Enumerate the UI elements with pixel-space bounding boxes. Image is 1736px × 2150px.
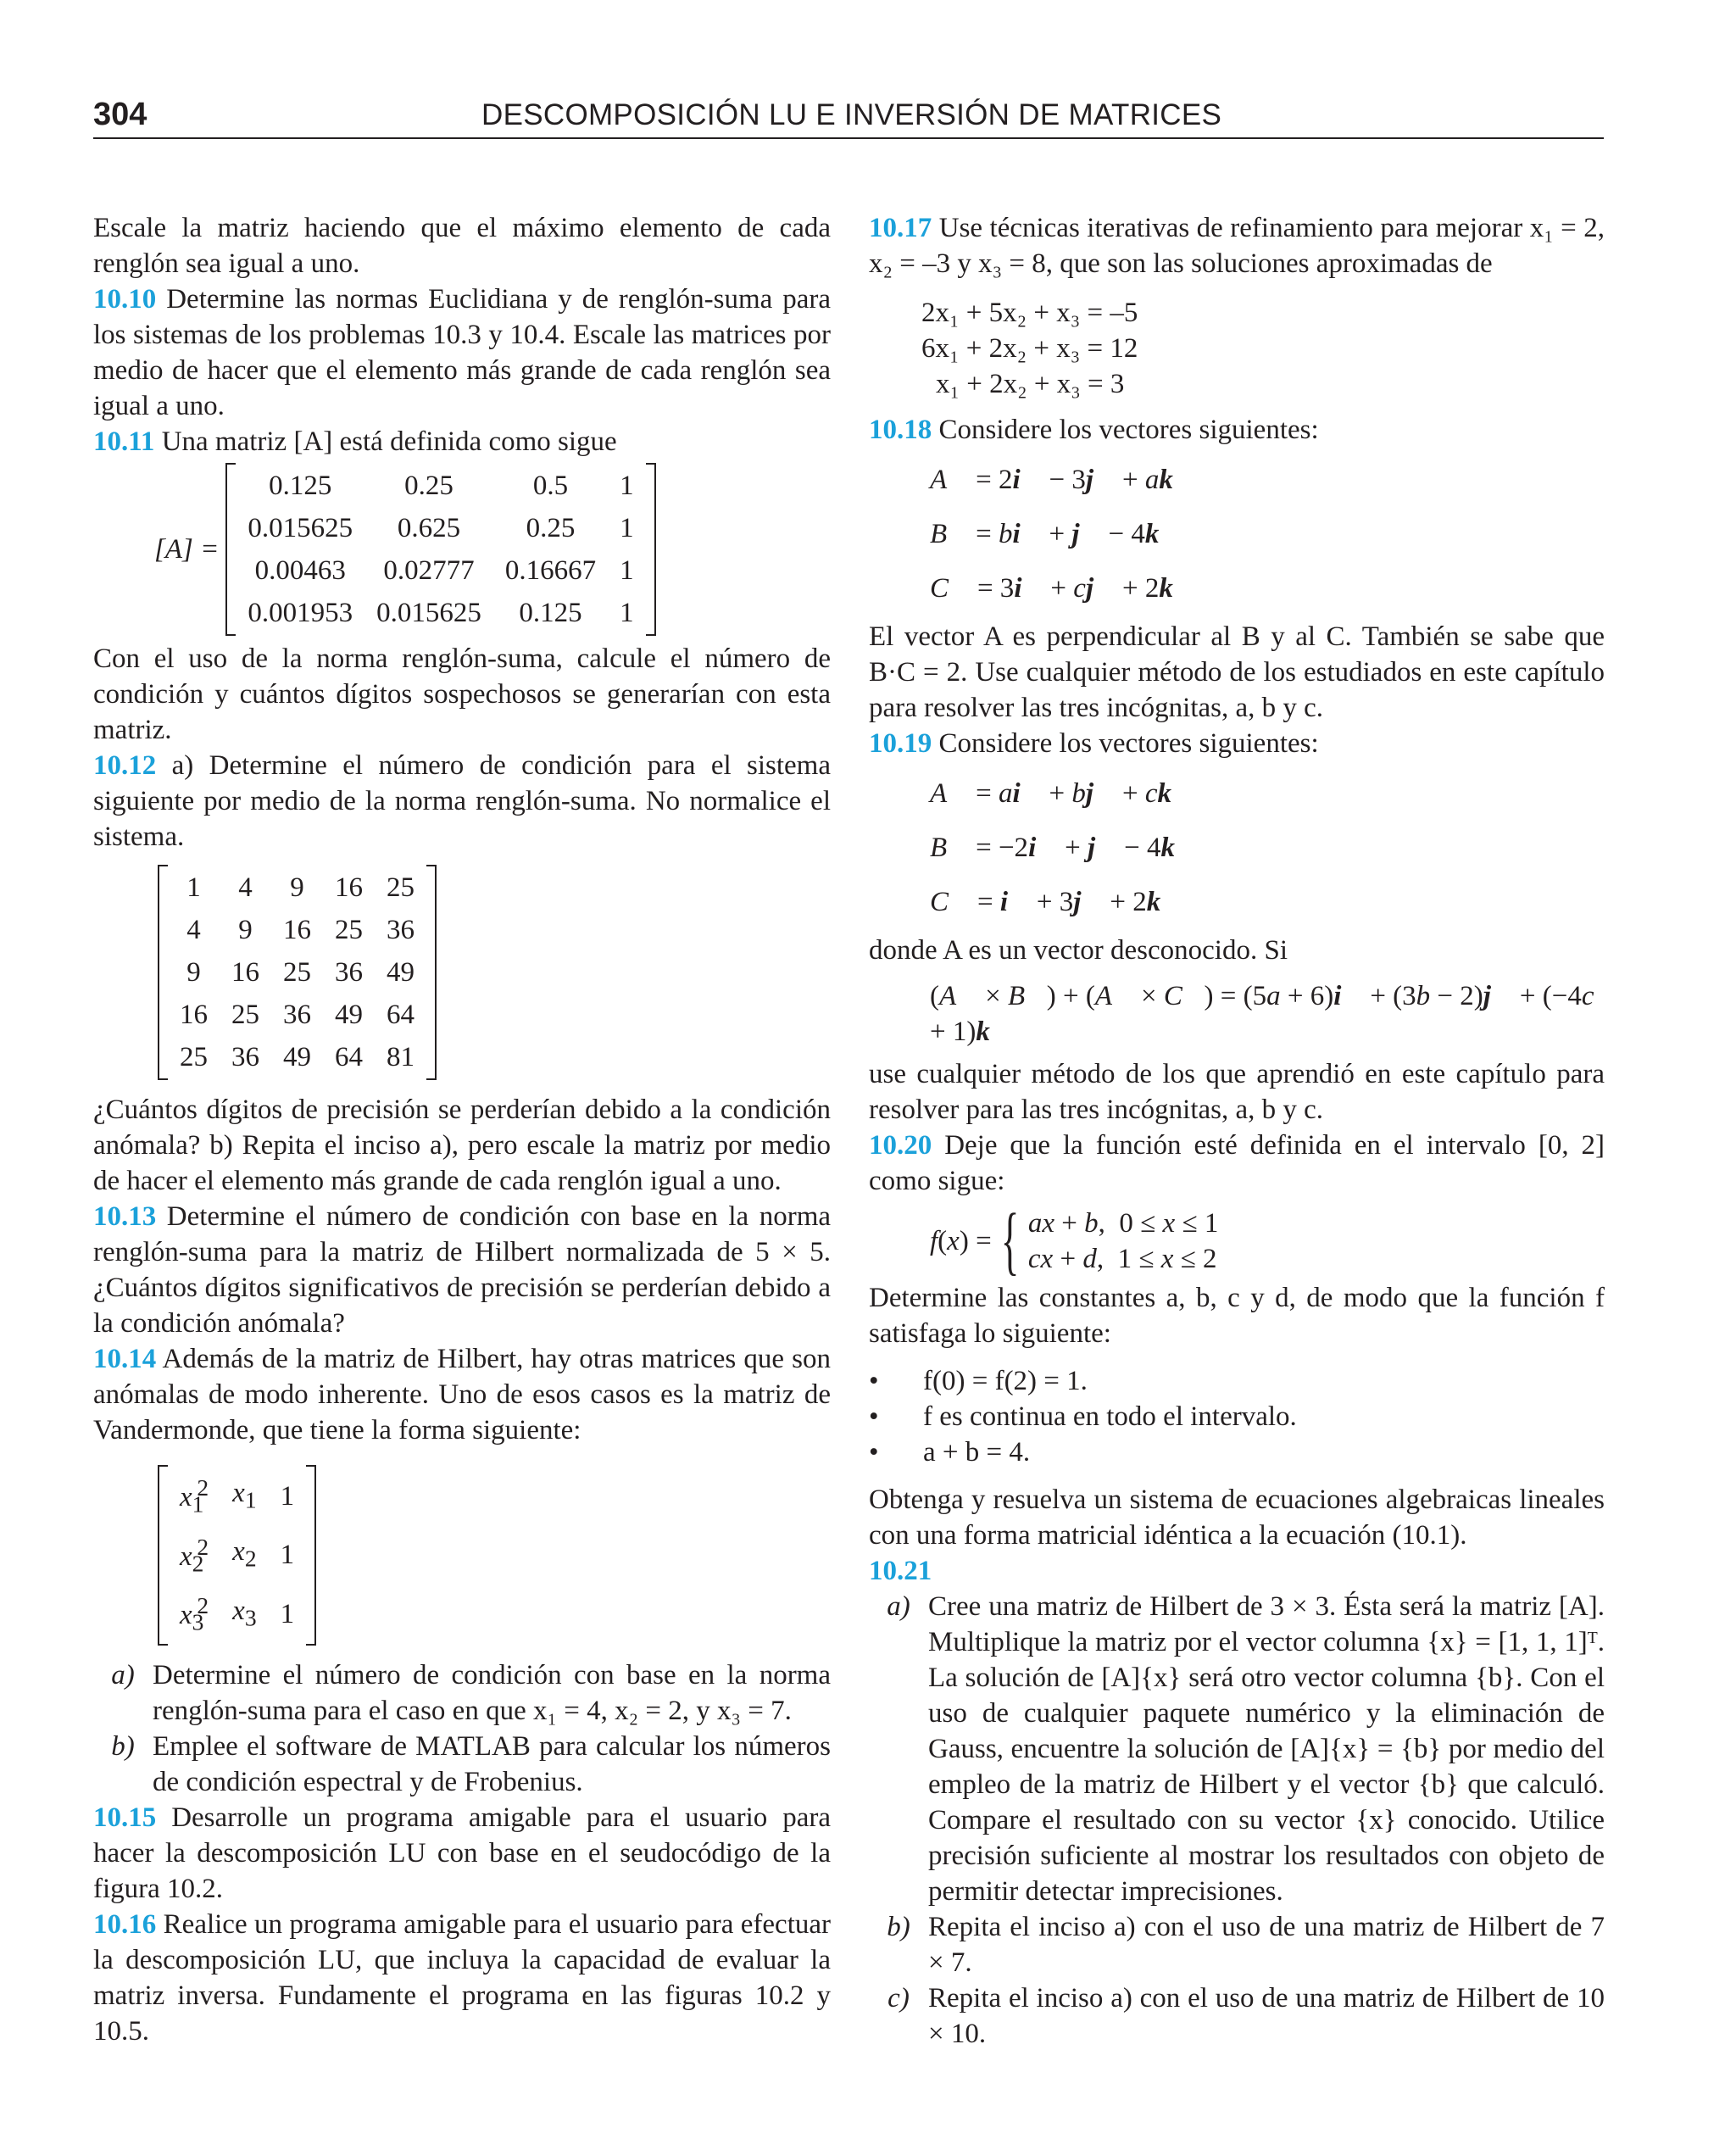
item-text: a + b = 4.: [923, 1437, 1031, 1468]
problem-text: Realice un programa amigable para el usuario para efectuar la descomposición LU, que incluya la capacidad de evaluar la matriz inversa. Fundamente el programa en las figuras 10.2 y 10.5.: [93, 1908, 831, 2047]
item-text: Emplee el software de MATLAB para calcular los números de condición espectral y de Frobenius.: [153, 1730, 831, 1797]
problem-10-12-after: ¿Cuántos dígitos de precisión se perderían debido a la condición anómala? b) Repita el inciso a), pero escale la matriz por medio de hacer el elemento más grande de cada renglón igual a uno.: [93, 1094, 831, 1196]
vector-C-equation: C⃗ = i⃗ + 3j⃗ + 2k⃗: [930, 887, 1182, 917]
intro-text: Escale la matriz haciendo que el máximo elemento de cada renglón sea igual a uno.: [93, 213, 831, 279]
problem-number: 10.21: [869, 1556, 932, 1586]
vector-B-equation: B⃗ = bi⃗ + j⃗ − 4k⃗: [930, 519, 1182, 549]
matrix-cell: 1: [620, 555, 634, 586]
brace: {: [1000, 1199, 1020, 1283]
matrix-cell: 1: [620, 513, 634, 543]
matrix-cell: 0.015625: [376, 598, 481, 628]
matrix-cell: 25: [335, 915, 363, 945]
problem-10-19: [869, 726, 1605, 761]
matrix-cell: 49: [335, 1000, 363, 1030]
header-rule: [93, 137, 1604, 139]
matrix-10-12: [158, 865, 437, 1080]
matrix-cell: 25: [283, 957, 311, 988]
equation: 6x₁ + 2x₂ + x₃ = 12: [921, 333, 1138, 364]
problem-text: Desarrolle un programa amigable para el usuario para hacer la descomposición LU con base en el seudocódigo de la figura 10.2.: [93, 1802, 832, 1904]
item-text: f(0) = f(2) = 1.: [923, 1366, 1088, 1396]
item-label: a): [111, 1659, 135, 1690]
item-label: c): [887, 1983, 910, 2014]
list-item: [869, 1980, 1605, 2052]
problem-10-18-after: El vector A es perpendicular al B y al C. También se sabe que B·C = 2. Use cualquier método de los estudiados en este capítulo para resolver las tres incógnitas, a, b y c.: [869, 621, 1605, 723]
matrix-cell: 4: [186, 915, 201, 945]
list-item: [869, 1589, 1605, 1909]
matrix-A: [225, 463, 655, 636]
matrix-cell: 0.5: [532, 471, 569, 501]
problem-number: 10.16: [93, 1908, 157, 1940]
problem-text: Además de la matriz de Hilbert, hay otras matrices que son anómalas de modo inherente. Uno de esos casos es la matriz de Vandermonde, que tiene la forma siguiente:: [93, 1344, 831, 1445]
page-number: 304: [93, 97, 147, 132]
list-item: [93, 1657, 831, 1729]
matrix-cell: 1: [620, 471, 634, 501]
matrix-cell: 36: [231, 1042, 259, 1072]
vectors-10-18: [930, 453, 1605, 615]
matrix-cell: 1: [186, 872, 201, 903]
matrix-cell: 0.001953: [248, 598, 353, 628]
problem-10-18: [869, 412, 1605, 448]
problem-number: 10.11: [93, 426, 155, 457]
vector-B-equation: B⃗ = −2i⃗ + j⃗ − 4k⃗: [930, 833, 1197, 863]
problem-number: 10.15: [93, 1802, 157, 1833]
problem-10-16: [93, 1907, 831, 2049]
problem-text: Determine el número de condición con base en la norma renglón-suma para la matriz de Hilbert normalizada de 5 × 5. ¿Cuántos dígitos significativos de precisión se perderían debido a la condición anómala?: [93, 1201, 832, 1339]
problem-10-21: [869, 1553, 1605, 1589]
matrix-cell: 0.16667: [504, 555, 597, 586]
item-text: f es continua en todo el intervalo.: [923, 1401, 1297, 1432]
matrix-cell: 49: [283, 1042, 311, 1072]
matrix-cell: 16: [231, 957, 259, 988]
vandermonde-block: [158, 1465, 831, 1646]
matrix-cell: $x_1^2$: [180, 1474, 209, 1518]
item-label: b): [887, 1912, 910, 1942]
matrix-cell: 0.015625: [248, 513, 353, 543]
equation: 2x₁ + 5x₂ + x₃ = –5: [921, 298, 1138, 328]
matrix-cell: 0.00463: [254, 555, 346, 586]
matrix-label: [A] =: [154, 533, 220, 565]
left-column: [93, 210, 831, 2049]
matrix-cell: 25: [231, 1000, 259, 1030]
matrix-cell: 1: [280, 1598, 295, 1629]
matrix-cell: 81: [387, 1042, 415, 1072]
piecewise-function: [930, 1199, 1605, 1283]
matrix-cell: 9: [238, 915, 253, 945]
item-text: Determine el número de condición con base en la norma renglón-suma para el caso en que x₁ = 4, x₂ = 2, y x₃ = 7.: [153, 1659, 831, 1726]
item-text: Cree una matriz de Hilbert de 3 × 3. Ésta será la matriz [A]. Multiplique la matriz por el vector columna {x} = [1, 1, 1]ᵀ. La solución de [A]{x} será otro vector columna {b}. Con el uso de cualquier paquete numérico y la eliminación de Gauss, encuentre la solución de [A]{x} = {b} por medio del empleo de la matriz de Hilbert y el vector {b} que calculó. Compare el resultado con su vector {x} conocido. Utilice precisión suficiente al mostrar los resultados con objeto de permitir detectar imprecisiones.: [928, 1591, 1605, 1907]
matrix-cell: 64: [387, 1000, 415, 1030]
bullet-icon: •: [869, 1437, 879, 1468]
matrix-cell: 36: [283, 1000, 311, 1030]
problem-text: Use técnicas iterativas de refinamiento para mejorar x₁ = 2, x₂ = –3 y x₃ = 8, que son las soluciones aproximadas de: [869, 213, 1605, 279]
problem-number: 10.14: [93, 1344, 157, 1374]
problem-10-11: [93, 424, 831, 460]
matrix-cell: 0.625: [397, 513, 461, 543]
list-item: [93, 1729, 831, 1800]
problem-10-13: [93, 1199, 831, 1341]
matrix-cell: 16: [180, 1000, 208, 1030]
problem-10-17: [869, 210, 1605, 281]
list-item: [869, 1363, 1605, 1399]
matrix-cell: 64: [335, 1042, 363, 1072]
matrix-cell: 49: [387, 957, 415, 988]
matrix-cell: 0.25: [526, 513, 576, 543]
problem-text: Considere los vectores siguientes:: [938, 415, 1319, 445]
case-2: cx + d, 1 ≤ x ≤ 2: [1027, 1244, 1217, 1274]
problem-10-12: [93, 748, 831, 855]
list-item: [869, 1399, 1605, 1434]
problem-text: Considere los vectores siguientes:: [938, 728, 1319, 759]
vectors-10-19: [930, 766, 1605, 929]
list-item: [869, 1909, 1605, 1980]
matrix-cell: 25: [387, 872, 415, 903]
problem-number: 10.13: [93, 1201, 157, 1232]
problem-number: 10.17: [869, 213, 932, 243]
matrix-cell: 9: [186, 957, 201, 988]
matrix-cell: 0.02777: [383, 555, 475, 586]
problem-10-20-closing: Obtenga y resuelva un sistema de ecuaciones algebraicas lineales con una forma matricial idéntica a la ecuación (10.1).: [869, 1484, 1605, 1551]
problem-number: 10.19: [869, 728, 932, 759]
matrix-cell: 36: [335, 957, 363, 988]
cross-product-equation: (A⃗ × B⃗) + (A⃗ × C⃗) = (5a + 6)i⃗ + (3b − 2)j⃗ + (−4c + 1)k⃗: [930, 981, 1594, 1047]
problem-10-10: [93, 281, 831, 424]
matrix-cell: 1: [280, 1540, 295, 1571]
matrix-cell: $x_2$: [232, 1536, 257, 1572]
problem-text: Determine las normas Euclidiana y de renglón-suma para los sistemas de los problemas 10.3 y 10.4. Escale las matrices por medio de hacer que el elemento más grande de cada renglón sea igual a uno.: [93, 284, 832, 421]
bullet-icon: •: [869, 1366, 879, 1396]
matrix-cell: $x_1$: [232, 1477, 257, 1513]
problem-text: Deje que la función esté definida en el intervalo [0, 2] como sigue:: [869, 1130, 1605, 1196]
vector-A-equation: A⃗ = 2i⃗ − 3j⃗ + ak⃗: [930, 465, 1195, 495]
problem-10-14: [93, 1341, 831, 1448]
matrix-cell: 0.125: [519, 598, 582, 628]
matrix-cell: 25: [180, 1042, 208, 1072]
list-item: [869, 1434, 1605, 1470]
matrix-cell: 9: [290, 872, 304, 903]
cases: [1028, 1206, 1218, 1277]
matrix-cell: 4: [238, 872, 253, 903]
item-text: Repita el inciso a) con el uso de una matriz de Hilbert de 7 × 7.: [928, 1912, 1605, 1978]
vector-A-equation: A⃗ = ai⃗ + bj⃗ + ck⃗: [930, 778, 1194, 809]
case-1: ax + b, 0 ≤ x ≤ 1: [1027, 1208, 1219, 1239]
matrix-10-12-block: [158, 865, 831, 1080]
problem-10-19-donde: donde A es un vector desconocido. Si: [869, 935, 1288, 966]
matrix-cell: 16: [283, 915, 311, 945]
item-label: a): [887, 1591, 910, 1622]
problem-number: 10.10: [93, 284, 157, 315]
problem-10-20-after: Determine las constantes a, b, c y d, de modo que la función f satisfaga lo siguiente:: [869, 1283, 1605, 1349]
function-label: f(x) =: [930, 1226, 992, 1256]
matrix-cell: $x_3$: [232, 1595, 257, 1631]
problem-number: 10.18: [869, 415, 932, 445]
vandermonde-matrix: [158, 1465, 316, 1646]
problem-text: Una matriz [A] está definida como sigue: [161, 426, 617, 457]
matrix-cell: 16: [335, 872, 363, 903]
bullet-list: [869, 1363, 1605, 1470]
vector-C-equation: C⃗ = 3i⃗ + cj⃗ + 2k⃗: [930, 573, 1195, 604]
item-text: Repita el inciso a) con el uso de una matriz de Hilbert de 10 × 10.: [928, 1983, 1605, 2049]
matrix-cell: 1: [280, 1480, 295, 1512]
problem-10-20: [869, 1128, 1605, 1199]
matrix-A-block: [154, 463, 831, 636]
matrix-cell: $x_2^2$: [180, 1533, 209, 1577]
problem-number: 10.20: [869, 1130, 932, 1161]
matrix-cell: 0.125: [269, 471, 332, 501]
equation-system: [921, 295, 1605, 402]
problem-text: a) Determine el número de condición para el sistema siguiente por medio de la norma renglón-suma. No normalice el sistema.: [93, 750, 831, 852]
equation: x₁ + 2x₂ + x₃ = 3: [936, 369, 1125, 399]
matrix-cell: 0.25: [404, 471, 453, 501]
matrix-cell: 1: [620, 598, 634, 628]
problem-10-15: [93, 1800, 831, 1907]
problem-number: 10.12: [93, 750, 157, 781]
matrix-cell: 36: [387, 915, 415, 945]
bullet-icon: •: [869, 1401, 879, 1432]
problem-10-11-after: Con el uso de la norma renglón-suma, calcule el número de condición y cuántos dígitos sospechosos se generarían con esta matriz.: [93, 643, 831, 745]
running-header: DESCOMPOSICIÓN LU E INVERSIÓN DE MATRICES: [481, 98, 1222, 131]
right-column: [869, 210, 1605, 2052]
problem-10-19-after: use cualquier método de los que aprendió en este capítulo para resolver para las tres incógnitas, a, b y c.: [869, 1059, 1605, 1125]
matrix-cell: $x_3^2$: [180, 1592, 209, 1635]
item-label: b): [111, 1730, 135, 1762]
